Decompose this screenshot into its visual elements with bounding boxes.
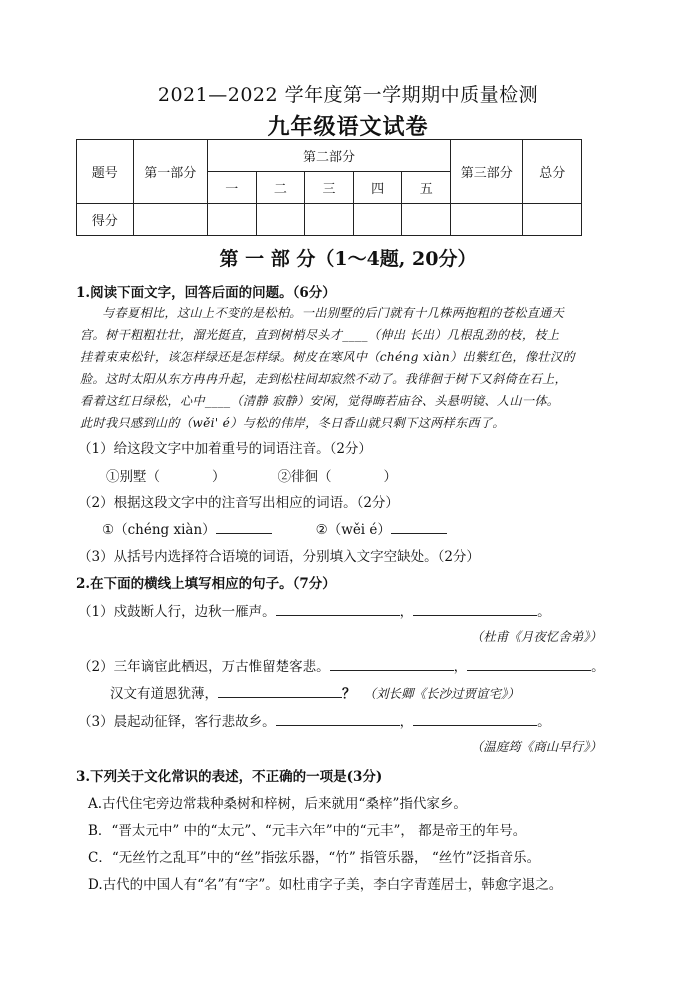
sub1-a-close: ）: [212, 469, 226, 485]
tihao-cell: 题号: [77, 140, 134, 204]
sub1-a-label: ①别墅（: [106, 469, 160, 485]
q2-stem: 2.在下面的横线上填写相应的句子。（7分）: [76, 576, 336, 592]
q1-sub1: （1）给这段文字中加着重号的词语注音。（2分）: [78, 441, 372, 457]
q2-s1-blank-1[interactable]: [276, 602, 400, 616]
q2-s3-text: （3）晨起动征铎，客行悲故乡。: [78, 714, 276, 730]
period: 。: [537, 714, 551, 730]
q2-s1: [78, 600, 551, 620]
comma: ，: [453, 659, 468, 675]
q2-s2-blank-2[interactable]: [467, 657, 591, 671]
q3-option-d[interactable]: D.古代的中国人有“名”有“字”。如杜甫字子美，李白字青莲居士，韩愈字退之。: [88, 877, 563, 893]
passage-line: 看着这红日绿松，心中____（清静 寂静）安闲，觉得晦若庙谷、头悬明镜、人山一体。: [80, 394, 560, 408]
section1-title: 第 一 部 分（1～4题, 20分）: [219, 248, 477, 270]
score-cell[interactable]: [402, 204, 451, 236]
passage-line: 挂着束束松针，该怎样绿还是怎样绿。树皮在寒风中（chéng xiàn）出紫红色，像壮汉的: [80, 350, 575, 364]
defen-cell: 得分: [77, 204, 134, 236]
sub2-b-label: ②（wěi é）: [315, 522, 391, 538]
q2-s2-text: （2）三年谪宦此栖迟，万古惟留楚客悲。: [78, 659, 330, 675]
q2-s3-blank-2[interactable]: [413, 712, 537, 726]
q3-option-c[interactable]: C．“无丝竹之乱耳”中的“丝”指弦乐器，“竹” 指管乐器， “丝竹”泛指音乐。: [88, 850, 541, 866]
q2-s3: [78, 710, 551, 730]
q1-sub2: （2）根据这段文字中的注音写出相应的词语。（2分）: [78, 495, 399, 511]
comma: ，: [399, 604, 414, 620]
q1-sub2-answers: [102, 518, 447, 538]
passage-line: 脸。这时太阳从东方冉冉升起，走到松柱间却寂然不动了。我徘徊于树下又斜倚在石上，: [80, 372, 568, 386]
part3-header: 第三部分: [451, 140, 523, 204]
q3-option-b[interactable]: B．“晋太元中” 中的“太元”、“元丰六年”中的“元丰”， 都是帝王的年号。: [88, 823, 527, 839]
q1-stem: 1.阅读下面文字，回答后面的问题。（6分）: [76, 285, 336, 301]
score-cell[interactable]: [256, 204, 305, 236]
period: 。: [591, 659, 605, 675]
period: 。: [537, 604, 551, 620]
q2-s1-blank-2[interactable]: [413, 602, 537, 616]
q2-s3-blank-1[interactable]: [276, 712, 400, 726]
exam-title: 2021—2022 学年度第一学期期中质量检测: [157, 84, 539, 106]
q2-s2b-blank[interactable]: [218, 684, 342, 698]
exam-subtitle: 九年级语文试卷: [267, 114, 429, 140]
sub1-b-close: ）: [383, 469, 397, 485]
q2-s1-source: （杜甫《月夜忆舍弟》）: [470, 629, 602, 644]
score-table: [76, 139, 582, 236]
sub-header-4: 四: [353, 172, 402, 204]
q2-s2b: [110, 682, 520, 702]
passage-line: 此时我只感到山的（wěi' é）与松的伟岸，冬日香山就只剩下这两样东西了。: [80, 416, 505, 430]
q3-stem: 3.下列关于文化常识的表述，不正确的一项是(3分): [76, 769, 383, 785]
q2-s2: [78, 655, 605, 675]
score-cell[interactable]: [207, 204, 256, 236]
sub2-a-label: ①（chéng xiàn）: [102, 522, 216, 538]
sub-header-3: 三: [305, 172, 354, 204]
passage-line: 与春夏相比，这山上不变的是松柏。一出别墅的后门就有十几株两抱粗的苍松直通天: [102, 306, 565, 320]
q2-s1-text: （1）戍鼓断人行，边秋一雁声。: [78, 604, 276, 620]
sub-header-1: 一: [207, 172, 256, 204]
score-cell[interactable]: [133, 204, 207, 236]
q2-s2-blank-1[interactable]: [330, 657, 454, 671]
score-cell[interactable]: [305, 204, 354, 236]
total-header: 总分: [523, 140, 582, 204]
score-cell[interactable]: [523, 204, 582, 236]
sub2-b-blank[interactable]: [391, 520, 447, 534]
comma: ，: [399, 714, 414, 730]
part2-header: 第二部分: [207, 140, 450, 172]
q2-s3-source: （温庭筠《商山早行》）: [470, 739, 602, 754]
sub-header-2: 二: [256, 172, 305, 204]
q2-s2b-text: 汉文有道恩犹薄，: [110, 686, 218, 702]
q2-s2-source: （刘长卿《长沙过贾谊宅》）: [363, 686, 520, 701]
part1-header: 第一部分: [133, 140, 207, 204]
sub-header-5: 五: [402, 172, 451, 204]
q1-sub3: （3）从括号内选择符合语境的词语，分别填入文字空缺处。（2分）: [78, 549, 480, 565]
sub2-a-blank[interactable]: [216, 520, 272, 534]
sub1-b-label: ②徘徊（: [277, 469, 332, 485]
score-cell[interactable]: [353, 204, 402, 236]
question-mark: ？: [342, 686, 356, 702]
passage-line: 宫。树干粗粗壮壮，溜光挺直，直到树梢尽头才____（伸出 长出）几根乱劲的枝，枝上: [80, 328, 560, 342]
q1-sub1-answers: [106, 465, 397, 485]
q3-option-a[interactable]: A.古代住宅旁边常栽种桑树和梓树，后来就用“桑梓”指代家乡。: [88, 796, 467, 812]
score-cell[interactable]: [451, 204, 523, 236]
